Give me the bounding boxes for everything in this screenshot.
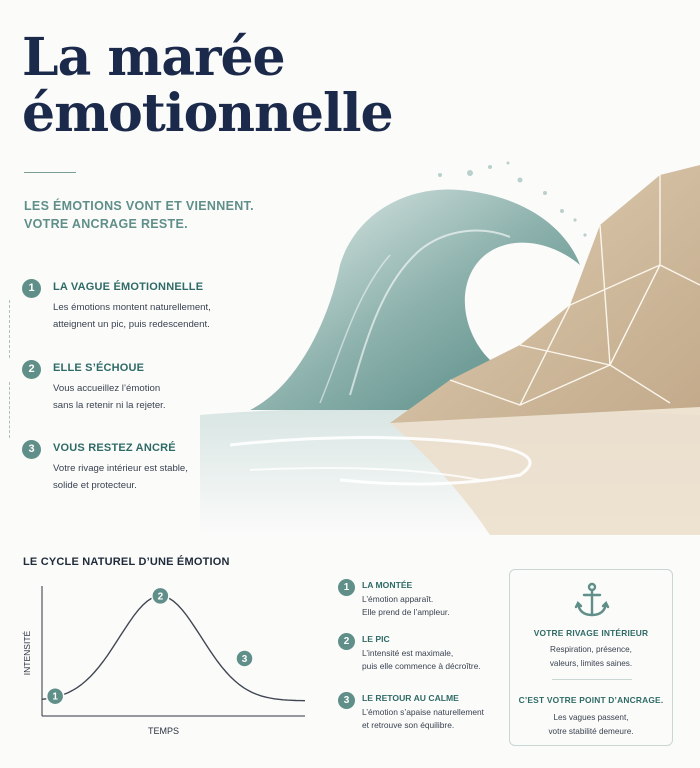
step-text — [53, 299, 258, 333]
step-text — [53, 460, 258, 494]
curve-marker-label: 1 — [52, 691, 58, 703]
step-text-line: Les émotions montent naturellement, — [53, 302, 211, 313]
step-text — [53, 380, 258, 414]
step-connector — [9, 300, 10, 358]
anchor-card — [509, 569, 673, 746]
step-number-badge: 3 — [22, 440, 41, 459]
wave-rock-illustration — [190, 145, 700, 535]
phase-text-line: et retrouve son équilibre. — [362, 720, 455, 730]
card-text-line: votre stabilité demeure. — [548, 726, 634, 736]
step-number-badge: 2 — [22, 360, 41, 379]
phase-text — [362, 593, 502, 619]
card-text-line: Les vagues passent, — [553, 713, 629, 722]
phase-title: LA MONTÉE — [362, 580, 413, 590]
phase-text-line: Elle prend de l’ampleur. — [362, 607, 450, 617]
step-text-line: solide et protecteur. — [53, 480, 137, 491]
phase-item — [338, 579, 498, 619]
card-text-line: valeurs, limites saines. — [549, 658, 633, 668]
title-line-1: La marée — [22, 27, 285, 88]
subtitle-line-2: VOTRE ANCRAGE RESTE. — [24, 217, 188, 231]
intensity-curve — [42, 596, 305, 701]
step-text-line: Vous accueillez l’émotion — [53, 383, 161, 394]
page-title — [22, 27, 442, 144]
step-text-line: sans la retenir ni la rejeter. — [53, 400, 166, 411]
phase-number-badge: 3 — [338, 692, 355, 709]
phase-title: LE PIC — [362, 634, 390, 644]
emotion-cycle-chart — [20, 580, 312, 745]
title-divider — [24, 172, 76, 173]
step-title: ELLE S’ÉCHOUE — [53, 362, 145, 374]
card-heading: C’EST VOTRE POINT D’ANCRAGE. — [518, 695, 664, 705]
anchor-icon — [574, 582, 610, 620]
step-item — [22, 360, 262, 420]
phase-item — [338, 692, 498, 732]
phase-text-line: L’intensité est maximale, — [362, 648, 454, 658]
step-text-line: atteignent un pic, puis redescendent. — [53, 319, 210, 330]
phase-number-badge: 1 — [338, 579, 355, 596]
step-text-line: Votre rivage intérieur est stable, — [53, 463, 188, 474]
card-text — [510, 643, 672, 670]
card-divider — [552, 679, 632, 680]
step-title: LA VAGUE ÉMOTIONNELLE — [53, 281, 204, 293]
x-axis-label: TEMPS — [147, 726, 180, 736]
step-item — [22, 440, 262, 500]
y-axis-label: INTENSITÉ — [22, 630, 32, 676]
curve-marker-label: 3 — [241, 653, 248, 665]
phase-text-line: L’émotion s’apaise naturellement — [362, 707, 484, 717]
phase-text — [362, 647, 502, 673]
phase-number-badge: 2 — [338, 633, 355, 650]
title-line-2: émotionnelle — [22, 83, 393, 144]
phase-title: LE RETOUR AU CALME — [362, 693, 459, 703]
card-heading: VOTRE RIVAGE INTÉRIEUR — [533, 628, 649, 638]
curve-marker-label: 2 — [157, 591, 164, 603]
card-text-line: Respiration, présence, — [550, 645, 632, 654]
cycle-title: LE CYCLE NATUREL D’UNE ÉMOTION — [23, 556, 230, 568]
step-connector — [9, 382, 10, 438]
phase-text — [362, 706, 502, 732]
step-title: VOUS RESTEZ ANCRÉ — [53, 442, 176, 454]
phase-text-line: puis elle commence à décroître. — [362, 661, 481, 671]
step-number-badge: 1 — [22, 279, 41, 298]
phase-item — [338, 633, 498, 673]
step-item — [22, 279, 262, 339]
card-text — [510, 711, 672, 738]
subtitle-line-1: LES ÉMOTIONS VONT ET VIENNENT. — [24, 199, 254, 213]
phase-text-line: L’émotion apparaît. — [362, 594, 434, 604]
